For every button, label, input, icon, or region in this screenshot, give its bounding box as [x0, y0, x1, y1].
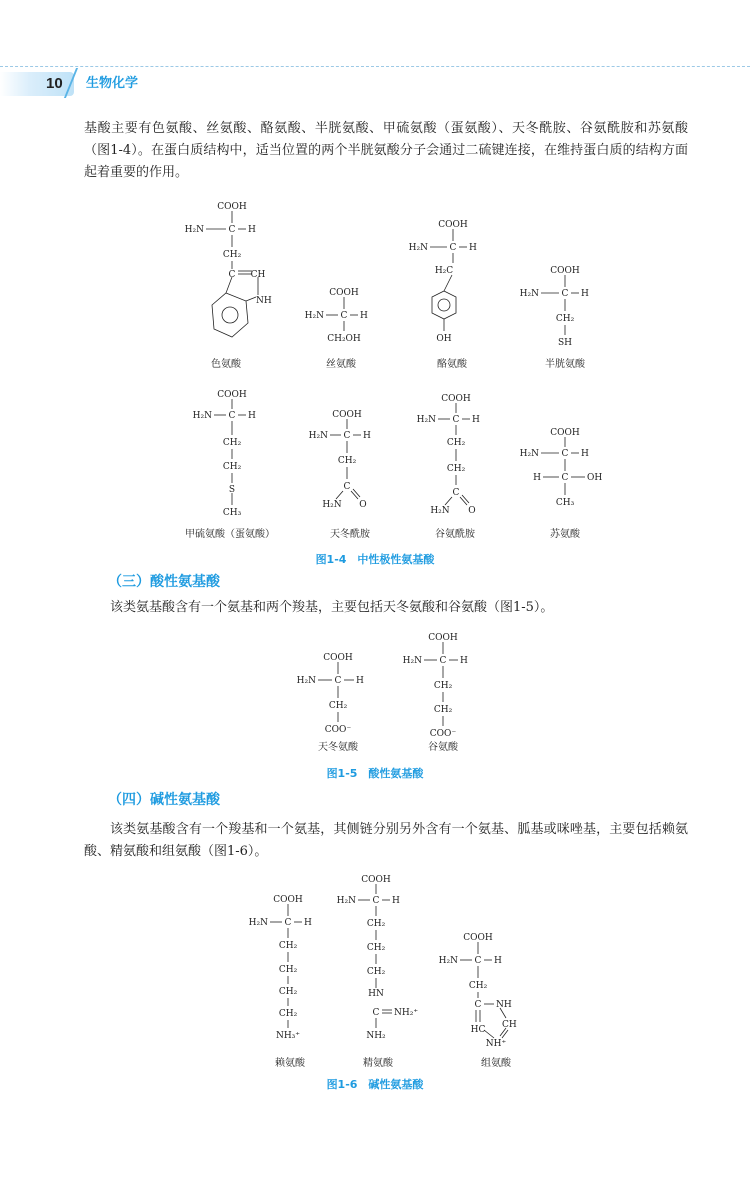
chem-label: COOH [463, 933, 493, 943]
chem-label: CH [250, 270, 266, 280]
chem-label: O [359, 500, 367, 510]
chem-label: COO⁻ [324, 725, 352, 735]
figure-1-6-caption: 图1-6 碱性氨基酸 [326, 1078, 424, 1091]
figure-1-5-caption: 图1-5 酸性氨基酸 [326, 767, 424, 780]
amino-acid-name: 苏氨酸 [550, 529, 580, 540]
chem-label: H [360, 311, 368, 321]
figure-1-5 [0, 628, 750, 762]
chem-label: SH [557, 338, 573, 348]
chem-label: H [248, 411, 256, 421]
chem-label: C [228, 225, 236, 235]
chem-label: COOH [550, 266, 580, 276]
chem-label: C [372, 1008, 380, 1018]
chem-label: CH₂ [433, 681, 453, 691]
figure-1-4-caption: 图1-4 中性极性氨基酸 [315, 553, 435, 566]
chem-label: H [460, 656, 468, 666]
chem-label: COOH [323, 653, 353, 663]
chem-label: H [392, 896, 400, 906]
chem-label: C [343, 431, 351, 441]
chem-label: CH₂ [278, 987, 298, 997]
chem-label: H₂N [248, 918, 268, 928]
page-number-tab [0, 72, 74, 96]
chem-label: H₂C [434, 266, 454, 276]
chem-label: CH₂ [278, 1009, 298, 1019]
chem-label: C [228, 411, 236, 421]
chem-label: H₂N [408, 243, 428, 253]
amino-acid-name: 天冬酰胺 [330, 529, 370, 540]
chem-label: CH₂ [433, 705, 453, 715]
chem-label: S [228, 485, 236, 495]
chem-label: CH₂ [328, 701, 348, 711]
chem-label: C [284, 918, 292, 928]
chem-label: C [340, 311, 348, 321]
chem-label: H₂N [438, 956, 458, 966]
chem-label: NH⁺ [485, 1039, 507, 1049]
chem-label: CH₂ [468, 981, 488, 991]
amino-acid-name: 精氨酸 [363, 1058, 393, 1069]
chem-label: H₂N [402, 656, 422, 666]
amino-acid-name: 丝氨酸 [326, 359, 356, 370]
chem-label: COOH [550, 428, 580, 438]
chem-label: COOH [332, 410, 362, 420]
chem-label: COOH [217, 202, 247, 212]
amino-acid-name: 甲硫氨酸（蛋氨酸） [185, 529, 275, 540]
amino-acid-name: 组氨酸 [481, 1058, 511, 1069]
chem-label: NH₃⁺ [275, 1031, 301, 1041]
amino-acid-name: 赖氨酸 [275, 1058, 305, 1069]
figure-1-6 [0, 870, 750, 1074]
chem-label: C [474, 1000, 482, 1010]
chem-label: COO⁻ [429, 729, 457, 739]
chem-label: COOH [273, 895, 303, 905]
chem-label: H [248, 225, 256, 235]
chem-label: C [452, 415, 460, 425]
section-3-paragraph: 该类氨基酸含有一个氨基和两个羧基，主要包括天冬氨酸和谷氨酸（图1-5）。 [110, 600, 554, 615]
chem-label: COOH [438, 220, 468, 230]
chem-label: C [343, 482, 351, 492]
amino-acid-name: 谷氨酰胺 [435, 529, 475, 540]
chem-label: CH₂ [222, 250, 242, 260]
amino-acid-name: 半胱氨酸 [545, 359, 585, 370]
chem-label: C [452, 488, 460, 498]
chem-label: NH [496, 1000, 512, 1010]
chem-label: CH₂ [446, 464, 466, 474]
section-3-heading: （三）酸性氨基酸 [108, 574, 220, 590]
chem-label: CH₃ [222, 508, 242, 518]
chem-label: H [533, 473, 541, 483]
chem-label: H₂N [184, 225, 204, 235]
intro-paragraph: 基酸主要有色氨酸、丝氨酸、酪氨酸、半胱氨酸、甲硫氨酸（蛋氨酸）、天冬酰胺、谷氨酰胺和苏氨酸（图1-4）。在蛋白质结构中，适当位置的两个半胱氨酸分子会通过二硫键连接，在维持蛋白质的结构方面起着重要的作用。 [84, 121, 688, 180]
chem-label: H [469, 243, 477, 253]
chem-label: CH₂ [278, 965, 298, 975]
chem-label: H₂N [416, 415, 436, 425]
chem-label: H [363, 431, 371, 441]
chem-label: H₂N [336, 896, 356, 906]
chem-label: HC [470, 1025, 486, 1035]
page-number: 10 [46, 75, 63, 92]
chem-label: H [581, 289, 589, 299]
chem-label: H [472, 415, 480, 425]
section-4-paragraph: 该类氨基酸含有一个羧基和一个氨基，其侧链分别另外含有一个氨基、胍基或咪唑基，主要包括赖氨酸、精氨酸和组氨酸（图1-6）。 [84, 822, 688, 859]
chem-label: CH₂OH [327, 334, 361, 344]
chem-label: COOH [329, 288, 359, 298]
chem-label: C [561, 473, 569, 483]
chem-label: CH₃ [555, 498, 575, 508]
chem-label: C [561, 289, 569, 299]
chem-label: H [356, 676, 364, 686]
chem-label: H [494, 956, 502, 966]
section-4-heading: （四）碱性氨基酸 [108, 792, 220, 808]
chem-label: C [449, 243, 457, 253]
chem-label: C [228, 270, 236, 280]
chem-label: C [372, 896, 380, 906]
amino-acid-name: 酪氨酸 [437, 359, 467, 370]
chem-label: H₂N [308, 431, 328, 441]
chem-label: CH₂ [446, 438, 466, 448]
chem-label: CH₂ [555, 314, 575, 324]
amino-acid-name: 色氨酸 [211, 359, 241, 370]
chem-label: CH₂ [222, 438, 242, 448]
amino-acid-name: 天冬氨酸 [318, 742, 358, 753]
chem-label: H₂N [322, 500, 342, 510]
chem-label: COOH [441, 394, 471, 404]
chem-label: O [468, 506, 476, 516]
chem-label: H [304, 918, 312, 928]
chem-label: H₂N [304, 311, 324, 321]
amino-acid-name: 谷氨酸 [428, 742, 458, 753]
chem-label: C [439, 656, 447, 666]
chem-label: NH₂ [366, 1031, 386, 1041]
chem-label: H₂N [430, 506, 450, 516]
chem-label: C [561, 449, 569, 459]
chem-label: C [474, 956, 482, 966]
chem-label: NH [256, 296, 272, 306]
chem-label: H₂N [192, 411, 212, 421]
chem-label: H₂N [296, 676, 316, 686]
chem-label: CH₂ [366, 967, 386, 977]
chem-label: H₂N [519, 289, 539, 299]
chem-label: H [581, 449, 589, 459]
chem-label: COOH [361, 875, 391, 885]
chem-label: CH₂ [366, 943, 386, 953]
chem-label: OH [436, 334, 452, 344]
chem-label: CH₂ [366, 919, 386, 929]
chem-label: NH₂⁺ [394, 1008, 419, 1018]
chem-label: CH₂ [337, 456, 357, 466]
chem-label: CH₂ [222, 462, 242, 472]
header-rule [0, 66, 750, 68]
chem-label: COOH [428, 633, 458, 643]
chem-label: HN [368, 989, 384, 999]
chem-label: CH₂ [278, 941, 298, 951]
chem-label: H₂N [519, 449, 539, 459]
book-title: 生物化学 [86, 76, 139, 91]
chem-label: C [334, 676, 342, 686]
chem-label: CH [502, 1020, 517, 1030]
chem-label: OH [587, 473, 603, 483]
chem-label: COOH [217, 390, 247, 400]
figure-1-4 [0, 195, 750, 554]
